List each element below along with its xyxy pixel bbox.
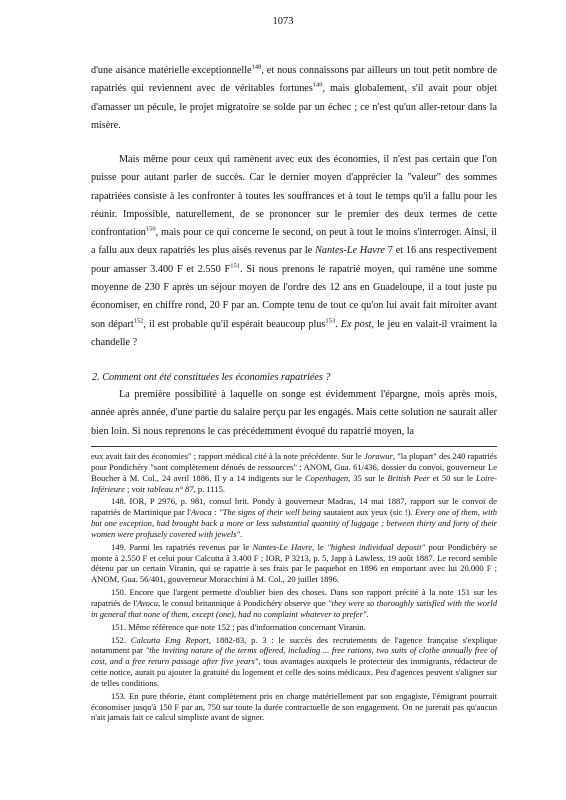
footnote-ref-148[interactable]: 148 (251, 63, 262, 71)
footnote-150: 150. Encore que l'argent permette d'oublier bien des choses. Dans son rapport précité à la note 151 sur les rapatriés de l'Avoca, le consul britannique à Pondichéry observe que "they were so thoroughly satisfied with the world in general that none of them, except (one), had no complaint whatever to prefer". (91, 587, 497, 619)
paragraph-text: . (335, 318, 341, 330)
footnote-153: 153. En pure théorie, étant complètement pris en charge matériellement par son engagiste, l'émigrant pourrait économiser jusqu'à 150 F par an, 750 sur toute la durée contractuelle de son engagement. On ne jurerait pas qu'aucun n'ait jamais fait ce calcul simpliste avant de signer. (91, 690, 497, 723)
paragraph-text: , il est probable qu'il espérait beaucoup plus (143, 318, 326, 330)
paragraph-text: , mais pour ce qui concerne le second, on peut à tout le moins s'interroger. Ainsi, il a fallu aux deux rapatriés les plus aisés revenus par le (91, 227, 497, 257)
footnote-ref-152[interactable]: 152 (133, 317, 144, 325)
ship-name: Nantes-Le Havre (315, 245, 385, 257)
page-number: 1073 (272, 16, 294, 27)
paragraph-text: Mais même pour ceux qui ramènent avec eux des économies, il n'est pas certain que l'on puisse pour autant parler de succès. Car le dernier moyen d'apprécier la "valeur" des sommes rapatriées consiste à les confronter à toutes les souffrances et à tout le temps qu'il a fallu pour les réunir. Impossible, naturellement, de se prononcer sur le premier des deux termes de cette confrontation (91, 154, 497, 239)
body-paragraph-2 (91, 151, 497, 352)
footnote-separator (91, 446, 497, 447)
footnote-152: 152. Calcutta Emg Report, 1882-83, p. 3 : le succès des recrutements de l'agence française s'explique notamment par "the inviting nature of the terms offered, including ... free rations, two suits of clothe annually free of cost, and a free return passage after five years", tous avantages auxquels le protecteur des immigrants, rédacteur de cette notice, aurait pu ajouter la gratuité du logement et celle des soins médicaux. Peu d'agences peuvent s'aligner sur de telles conditions. (91, 634, 498, 688)
footnote-151: 151. Même référence que note 152 ; pas d'information concernant Viranin. (111, 621, 366, 632)
section-heading-text: 2. Comment ont été constituées les économies rapatriées ? (92, 372, 331, 383)
paragraph-text: , et nous connaissons par ailleurs un tout petit nombre de rapatriés qui reviennent avec de véritables fortunes (91, 65, 497, 95)
body-paragraph-1 (91, 62, 497, 135)
footnote-148: 148. IOR, P 2976, p. 981, consul brit. Pondy à gouverneur Madras, 14 mai 1887, rapport sur le convoi de rapatriés de Martinique par l'Avoca : "The signs of their well being sautaient aux yeux (sic !). Every one of them, with but one exception, had brought back a more or less substantial quantity of luggage ; between thirty and forty of their women were profusely covered with jewels". (91, 496, 497, 539)
footnote-ref-149[interactable]: 149 (312, 81, 323, 89)
paragraph-text: . Si nous prenons le rapatrié moyen, qui ramène une somme moyenne de 230 F après un séjour moyen de l'ordre des 12 ans en Guadeloupe, il a tout juste pu économiser, en chiffre rond, 20 F par an. Compte tenu de tout ce qu'on lui avait fait miroiter avant son départ (91, 263, 498, 330)
footnote-ref-153[interactable]: 153 (325, 317, 336, 325)
paragraph-text: d'une aisance matérielle exceptionnelle (91, 65, 252, 76)
paragraph-text: La première possibilité à laquelle on songe est évidemment l'épargne, mois après mois, année après année, d'une partie du salaire perçu par les engagés. Mais cette solution ne saurait aller bien loin. Si nous reprenons le cas précédemment évoqué du rapatrié moyen, la (91, 389, 497, 437)
paragraph-text: 7 et 16 ans respectivement pour amasser 3.400 F et 2.550 F (91, 245, 497, 275)
latin-phrase: Ex post (340, 318, 372, 330)
footnotes (91, 451, 497, 725)
footnote-ref-151[interactable]: 151 (230, 262, 240, 270)
footnote-ref-150[interactable]: 150 (145, 225, 156, 233)
paragraph-text: , le jeu en valait-il vraiment la chandelle ? (91, 318, 498, 348)
footnote-continuation: eux avait fait des économies" ; rapport médical cité à la note précédente. Sur le Jorawur, "la plupart" des 240 rapatriés pour Pondichéry "sont complètement dénués de ressources" ; ANOM, Gua. 61/436, dossier du convoi, gouverneur Le Boucher à M. Col., 24 avril 1886. Il y a 14 indigents sur le Copenhagen, 35 sur le British Peer et 50 sur le Loire-Inférieure ; voir tableau n° 87, p. 1115. (91, 451, 498, 494)
paragraph-text: , mais globalement, s'il avait pour objet d'amasser un pécule, le projet migratoire se solde par un échec ; ce n'est qu'un aller-retour dans la misère. (91, 83, 497, 131)
section-heading (91, 369, 497, 387)
body-paragraph-3 (91, 386, 497, 441)
footnote-149: 149. Parmi les rapatriés revenus par le Nantes-Le Havre, le "highest individual deposit" pour Pondichéry se monte à 2.550 F et celui pour Calcutta à 3.400 F ; IOR, P 3213, p. 5, Japp à Lawless, 19 août 1887. Le record semble détenu par un certain Viranin, qui se rapatrie à ses frais par le paquebot en 1896 en emportant avec lui 20.000 F ; ANOM, Gua. 56/401, gouverneur Moracchini à M. Col., 20 juillet 1896. (91, 541, 497, 585)
